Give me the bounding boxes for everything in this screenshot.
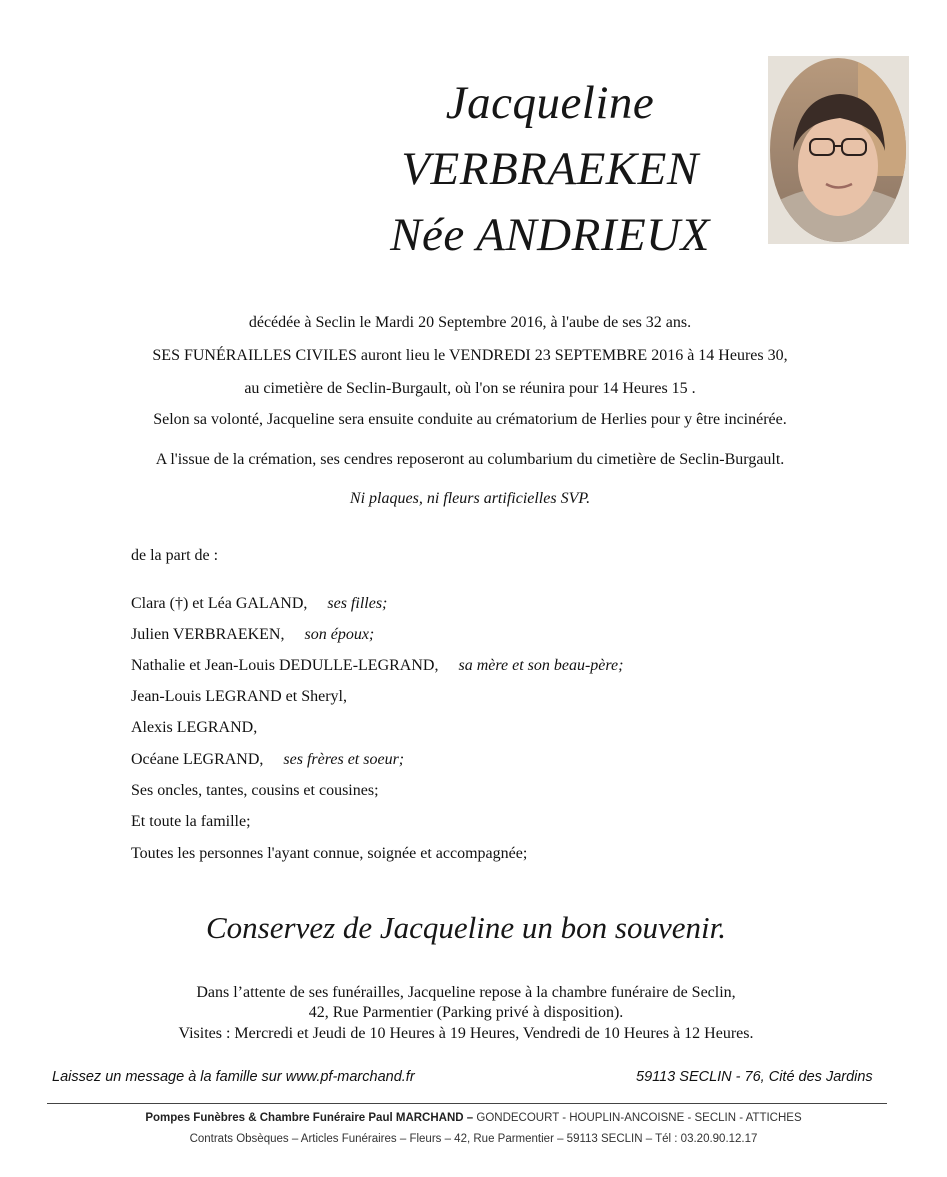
visit-line-1: Dans l’attente de ses funérailles, Jacqueline repose à la chambre funéraire de Seclin, xyxy=(196,984,736,1001)
family-line xyxy=(131,813,251,831)
family-line xyxy=(131,845,527,863)
announcement-line-2: SES FUNÉRAILLES CIVILES auront lieu le VENDREDI 23 SEPTEMBRE 2016 à 14 Heures 30, xyxy=(152,347,788,364)
family-names: Ses oncles, tantes, cousins et cousines; xyxy=(131,782,379,799)
family-names: Jean-Louis LEGRAND et Sheryl, xyxy=(131,688,347,705)
family-line xyxy=(131,719,257,737)
company-address: 59113 SECLIN - 76, Cité des Jardins xyxy=(636,1069,873,1085)
visit-line-3: Visites : Mercredi et Jeudi de 10 Heures à 19 Heures, Vendredi de 10 Heures à 12 Heures. xyxy=(178,1025,754,1042)
no-flowers-note: Ni plaques, ni fleurs artificielles SVP. xyxy=(349,490,591,507)
company-line xyxy=(0,1112,947,1124)
announcement-line-4: Selon sa volonté, Jacqueline sera ensuite conduite au crématorium de Herlies pour y être incinérée. xyxy=(153,411,787,428)
family-relation: ses frères et soeur; xyxy=(283,751,405,768)
footer-divider xyxy=(47,1103,887,1104)
family-relation: son époux; xyxy=(304,626,375,643)
family-relation: ses filles; xyxy=(327,595,388,612)
last-name: VERBRAEKEN xyxy=(401,143,699,195)
family-relation: sa mère et son beau-père; xyxy=(458,657,624,674)
family-line xyxy=(131,688,347,706)
family-names: Et toute la famille; xyxy=(131,813,251,830)
family-names: Alexis LEGRAND, xyxy=(131,719,258,736)
family-line xyxy=(131,595,387,613)
portrait-photo xyxy=(768,56,909,244)
family-line xyxy=(131,782,379,800)
family-names: Toutes les personnes l'ayant connue, soignée et accompagnée; xyxy=(131,845,528,862)
maiden-name: Née ANDRIEUX xyxy=(390,209,710,261)
family-names: Clara (†) et Léa GALAND, xyxy=(131,595,308,612)
message-link[interactable]: Laissez un message à la famille sur www.pf-marchand.fr xyxy=(52,1069,415,1085)
deceased-name-block xyxy=(300,70,800,268)
visit-line-2: 42, Rue Parmentier (Parking privé à disposition). xyxy=(308,1004,624,1021)
portrait-photo-icon xyxy=(768,56,909,244)
contracts-line: Contrats Obsèques – Articles Funéraires – Fleurs – 42, Rue Parmentier – 59113 SECLIN – Tél : 03.20.90.12.17 xyxy=(189,1133,758,1145)
from-label: de la part de : xyxy=(131,547,219,564)
company-name: Pompes Funèbres & Chambre Funéraire Paul MARCHAND – xyxy=(145,1112,474,1124)
souvenir-heading: Conservez de Jacqueline un bon souvenir. xyxy=(206,910,726,945)
family-names: Océane LEGRAND, xyxy=(131,751,264,768)
family-line xyxy=(131,626,374,644)
family-line xyxy=(131,657,623,675)
family-names: Julien VERBRAEKEN, xyxy=(131,626,285,643)
first-name: Jacqueline xyxy=(445,77,655,129)
announcement-line-1: décédée à Seclin le Mardi 20 Septembre 2016, à l'aube de ses 32 ans. xyxy=(248,314,692,331)
company-towns: GONDECOURT - HOUPLIN-ANCOISNE - SECLIN - ATTICHES xyxy=(473,1112,802,1124)
family-line xyxy=(131,751,404,769)
family-names: Nathalie et Jean-Louis DEDULLE-LEGRAND, xyxy=(131,657,439,674)
announcement-line-3: au cimetière de Seclin-Burgault, où l'on se réunira pour 14 Heures 15 . xyxy=(244,380,696,397)
announcement-line-5: A l'issue de la crémation, ses cendres reposeront au columbarium du cimetière de Seclin-Burgault. xyxy=(155,451,785,468)
